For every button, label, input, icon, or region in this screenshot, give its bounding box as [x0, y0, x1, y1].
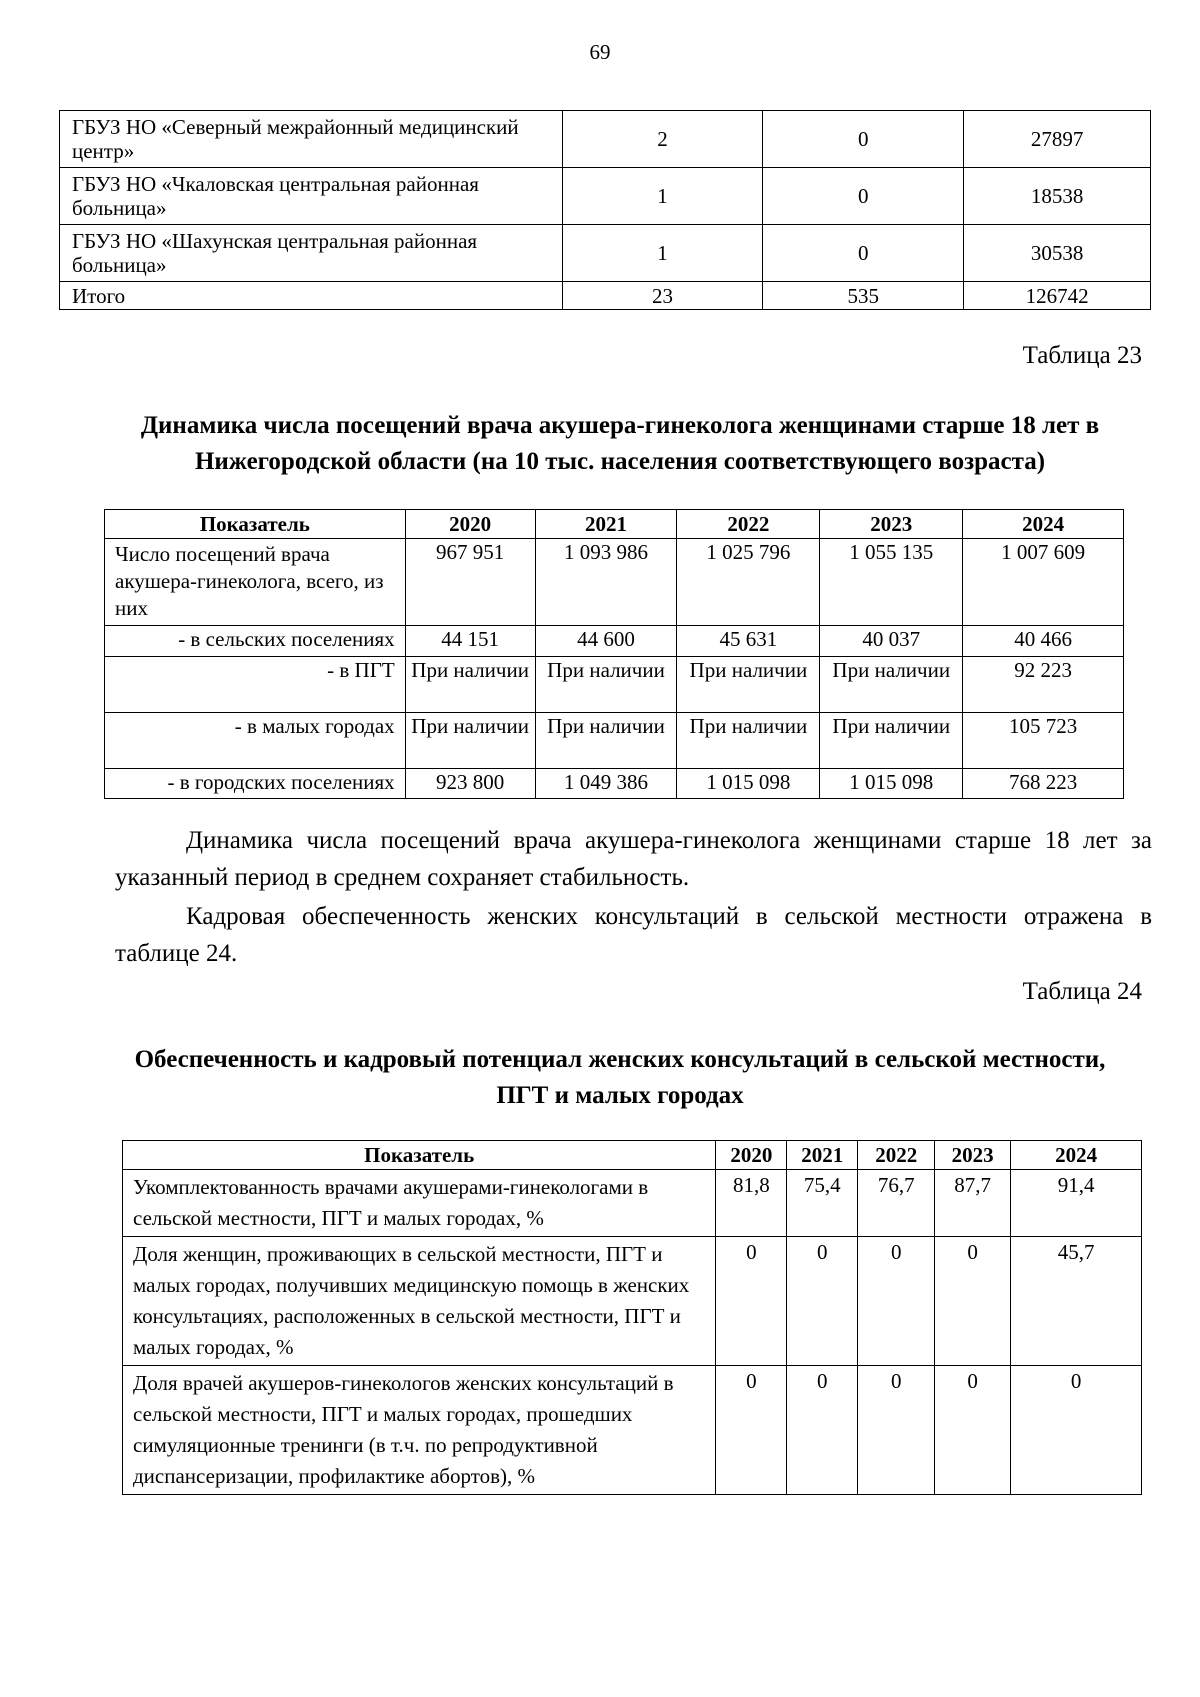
- table-row: [105, 539, 1124, 626]
- facility-name: ГБУЗ НО «Чкаловская центральная районная больница»: [60, 168, 563, 225]
- table-cell: 44 151: [405, 626, 535, 657]
- row-label: Доля врачей акушеров-гинекологов женских консультаций в сельской местности, ПГТ и малых городах, прошедших симуляционные тренинги (в т.ч. по репродуктивной диспансеризации, профилактике абортов), %: [123, 1366, 716, 1495]
- table-cell: 23: [562, 282, 763, 310]
- table-cell: 1 025 796: [677, 539, 820, 626]
- table-cell: 923 800: [405, 769, 535, 799]
- facility-name: Итого: [60, 282, 563, 310]
- table-cell: 2: [562, 111, 763, 168]
- facility-name: ГБУЗ НО «Шахунская центральная районная больница»: [60, 225, 563, 282]
- table-cell: 0: [935, 1237, 1011, 1366]
- table-caption: Таблица 23: [1022, 342, 1142, 369]
- table-cell: При наличии: [677, 713, 820, 769]
- row-label: - в ПГТ: [105, 657, 406, 713]
- table-cell: 1 049 386: [535, 769, 677, 799]
- table-row: [60, 282, 1151, 310]
- table-cell: 45,7: [1011, 1237, 1142, 1366]
- table-cell: 0: [1011, 1366, 1142, 1495]
- table-cell: 535: [763, 282, 964, 310]
- table-cell: 0: [763, 168, 964, 225]
- table-row: [60, 225, 1151, 282]
- table-cell: 1: [562, 225, 763, 282]
- row-label: Число посещений врача акушера-гинеколога, всего, из них: [105, 539, 406, 626]
- table-row: [105, 626, 1124, 657]
- staffing-table: [122, 1140, 1142, 1495]
- table-cell: 0: [716, 1237, 787, 1366]
- table-cell: 75,4: [787, 1170, 858, 1237]
- table-title: Обеспеченность и кадровый потенциал женских консультаций в сельской местности, ПГТ и малых городах: [134, 1046, 1106, 1109]
- table-row: [60, 168, 1151, 225]
- table-cell: 27897: [964, 111, 1151, 168]
- page-number: 69: [589, 40, 611, 64]
- column-header: 2020: [405, 510, 535, 539]
- row-label: - в городских поселениях: [105, 769, 406, 799]
- table-row: [123, 1237, 1142, 1366]
- row-label: Укомплектованность врачами акушерами-гинекологами в сельской местности, ПГТ и малых городах, %: [123, 1170, 716, 1237]
- paragraph: Динамика числа посещений врача акушера-гинеколога женщинами старше 18 лет за указанный период в среднем сохраняет стабильность.: [115, 827, 1152, 891]
- table-cell: 105 723: [963, 713, 1124, 769]
- table-header-row: [123, 1141, 1142, 1170]
- table-cell: При наличии: [405, 657, 535, 713]
- table-cell: При наличии: [535, 657, 677, 713]
- table-cell: 1 015 098: [677, 769, 820, 799]
- table-cell: 40 466: [963, 626, 1124, 657]
- row-label: Доля женщин, проживающих в сельской местности, ПГТ и малых городах, получивших медицинскую помощь в женских консультациях, расположенных в сельской местности, ПГТ и малых городах, %: [123, 1237, 716, 1366]
- table-cell: 0: [763, 225, 964, 282]
- table-cell: 768 223: [963, 769, 1124, 799]
- table-cell: 0: [935, 1366, 1011, 1495]
- table-title: Динамика числа посещений врача акушера-гинеколога женщинами старше 18 лет в Нижегородской области (на 10 тыс. населения соответствующего возраста): [140, 412, 1100, 475]
- table-cell: 0: [787, 1366, 858, 1495]
- table-cell: 18538: [964, 168, 1151, 225]
- table-cell: 0: [716, 1366, 787, 1495]
- table-cell: 0: [858, 1237, 935, 1366]
- column-header: 2023: [935, 1141, 1011, 1170]
- table-cell: 44 600: [535, 626, 677, 657]
- table-row: [60, 111, 1151, 168]
- column-header: 2024: [1011, 1141, 1142, 1170]
- table-caption: Таблица 24: [1022, 978, 1142, 1005]
- table-cell: При наличии: [820, 713, 963, 769]
- column-header: 2022: [858, 1141, 935, 1170]
- table-cell: 0: [787, 1237, 858, 1366]
- table-cell: 40 037: [820, 626, 963, 657]
- table-cell: 1 093 986: [535, 539, 677, 626]
- column-header: 2024: [963, 510, 1124, 539]
- table-cell: 81,8: [716, 1170, 787, 1237]
- table-cell: 1: [562, 168, 763, 225]
- table-cell: При наличии: [820, 657, 963, 713]
- table-cell: 0: [858, 1366, 935, 1495]
- column-header: Показатель: [105, 510, 406, 539]
- table-cell: При наличии: [677, 657, 820, 713]
- column-header: 2023: [820, 510, 963, 539]
- column-header: 2020: [716, 1141, 787, 1170]
- row-label: - в малых городах: [105, 713, 406, 769]
- paragraph: Кадровая обеспеченность женских консультаций в сельской местности отражена в таблице 24.: [115, 903, 1152, 967]
- table-cell: 1 015 098: [820, 769, 963, 799]
- column-header: 2022: [677, 510, 820, 539]
- table-row: [105, 657, 1124, 713]
- table-row: [123, 1366, 1142, 1495]
- table-row: [105, 769, 1124, 799]
- table-cell: При наличии: [535, 713, 677, 769]
- column-header: 2021: [535, 510, 677, 539]
- table-row: [105, 713, 1124, 769]
- table-cell: 1 055 135: [820, 539, 963, 626]
- table-cell: 45 631: [677, 626, 820, 657]
- table-cell: 91,4: [1011, 1170, 1142, 1237]
- table-cell: При наличии: [405, 713, 535, 769]
- table-cell: 30538: [964, 225, 1151, 282]
- table-row: [123, 1170, 1142, 1237]
- column-header: 2021: [787, 1141, 858, 1170]
- table-cell: 967 951: [405, 539, 535, 626]
- table-cell: 76,7: [858, 1170, 935, 1237]
- table-header-row: [105, 510, 1124, 539]
- gynecologist-visits-table: [104, 509, 1124, 799]
- table-cell: 1 007 609: [963, 539, 1124, 626]
- facilities-table: [59, 110, 1151, 310]
- table-cell: 87,7: [935, 1170, 1011, 1237]
- facility-name: ГБУЗ НО «Северный межрайонный медицинский центр»: [60, 111, 563, 168]
- row-label: - в сельских поселениях: [105, 626, 406, 657]
- column-header: Показатель: [123, 1141, 716, 1170]
- table-cell: 126742: [964, 282, 1151, 310]
- table-cell: 92 223: [963, 657, 1124, 713]
- table-cell: 0: [763, 111, 964, 168]
